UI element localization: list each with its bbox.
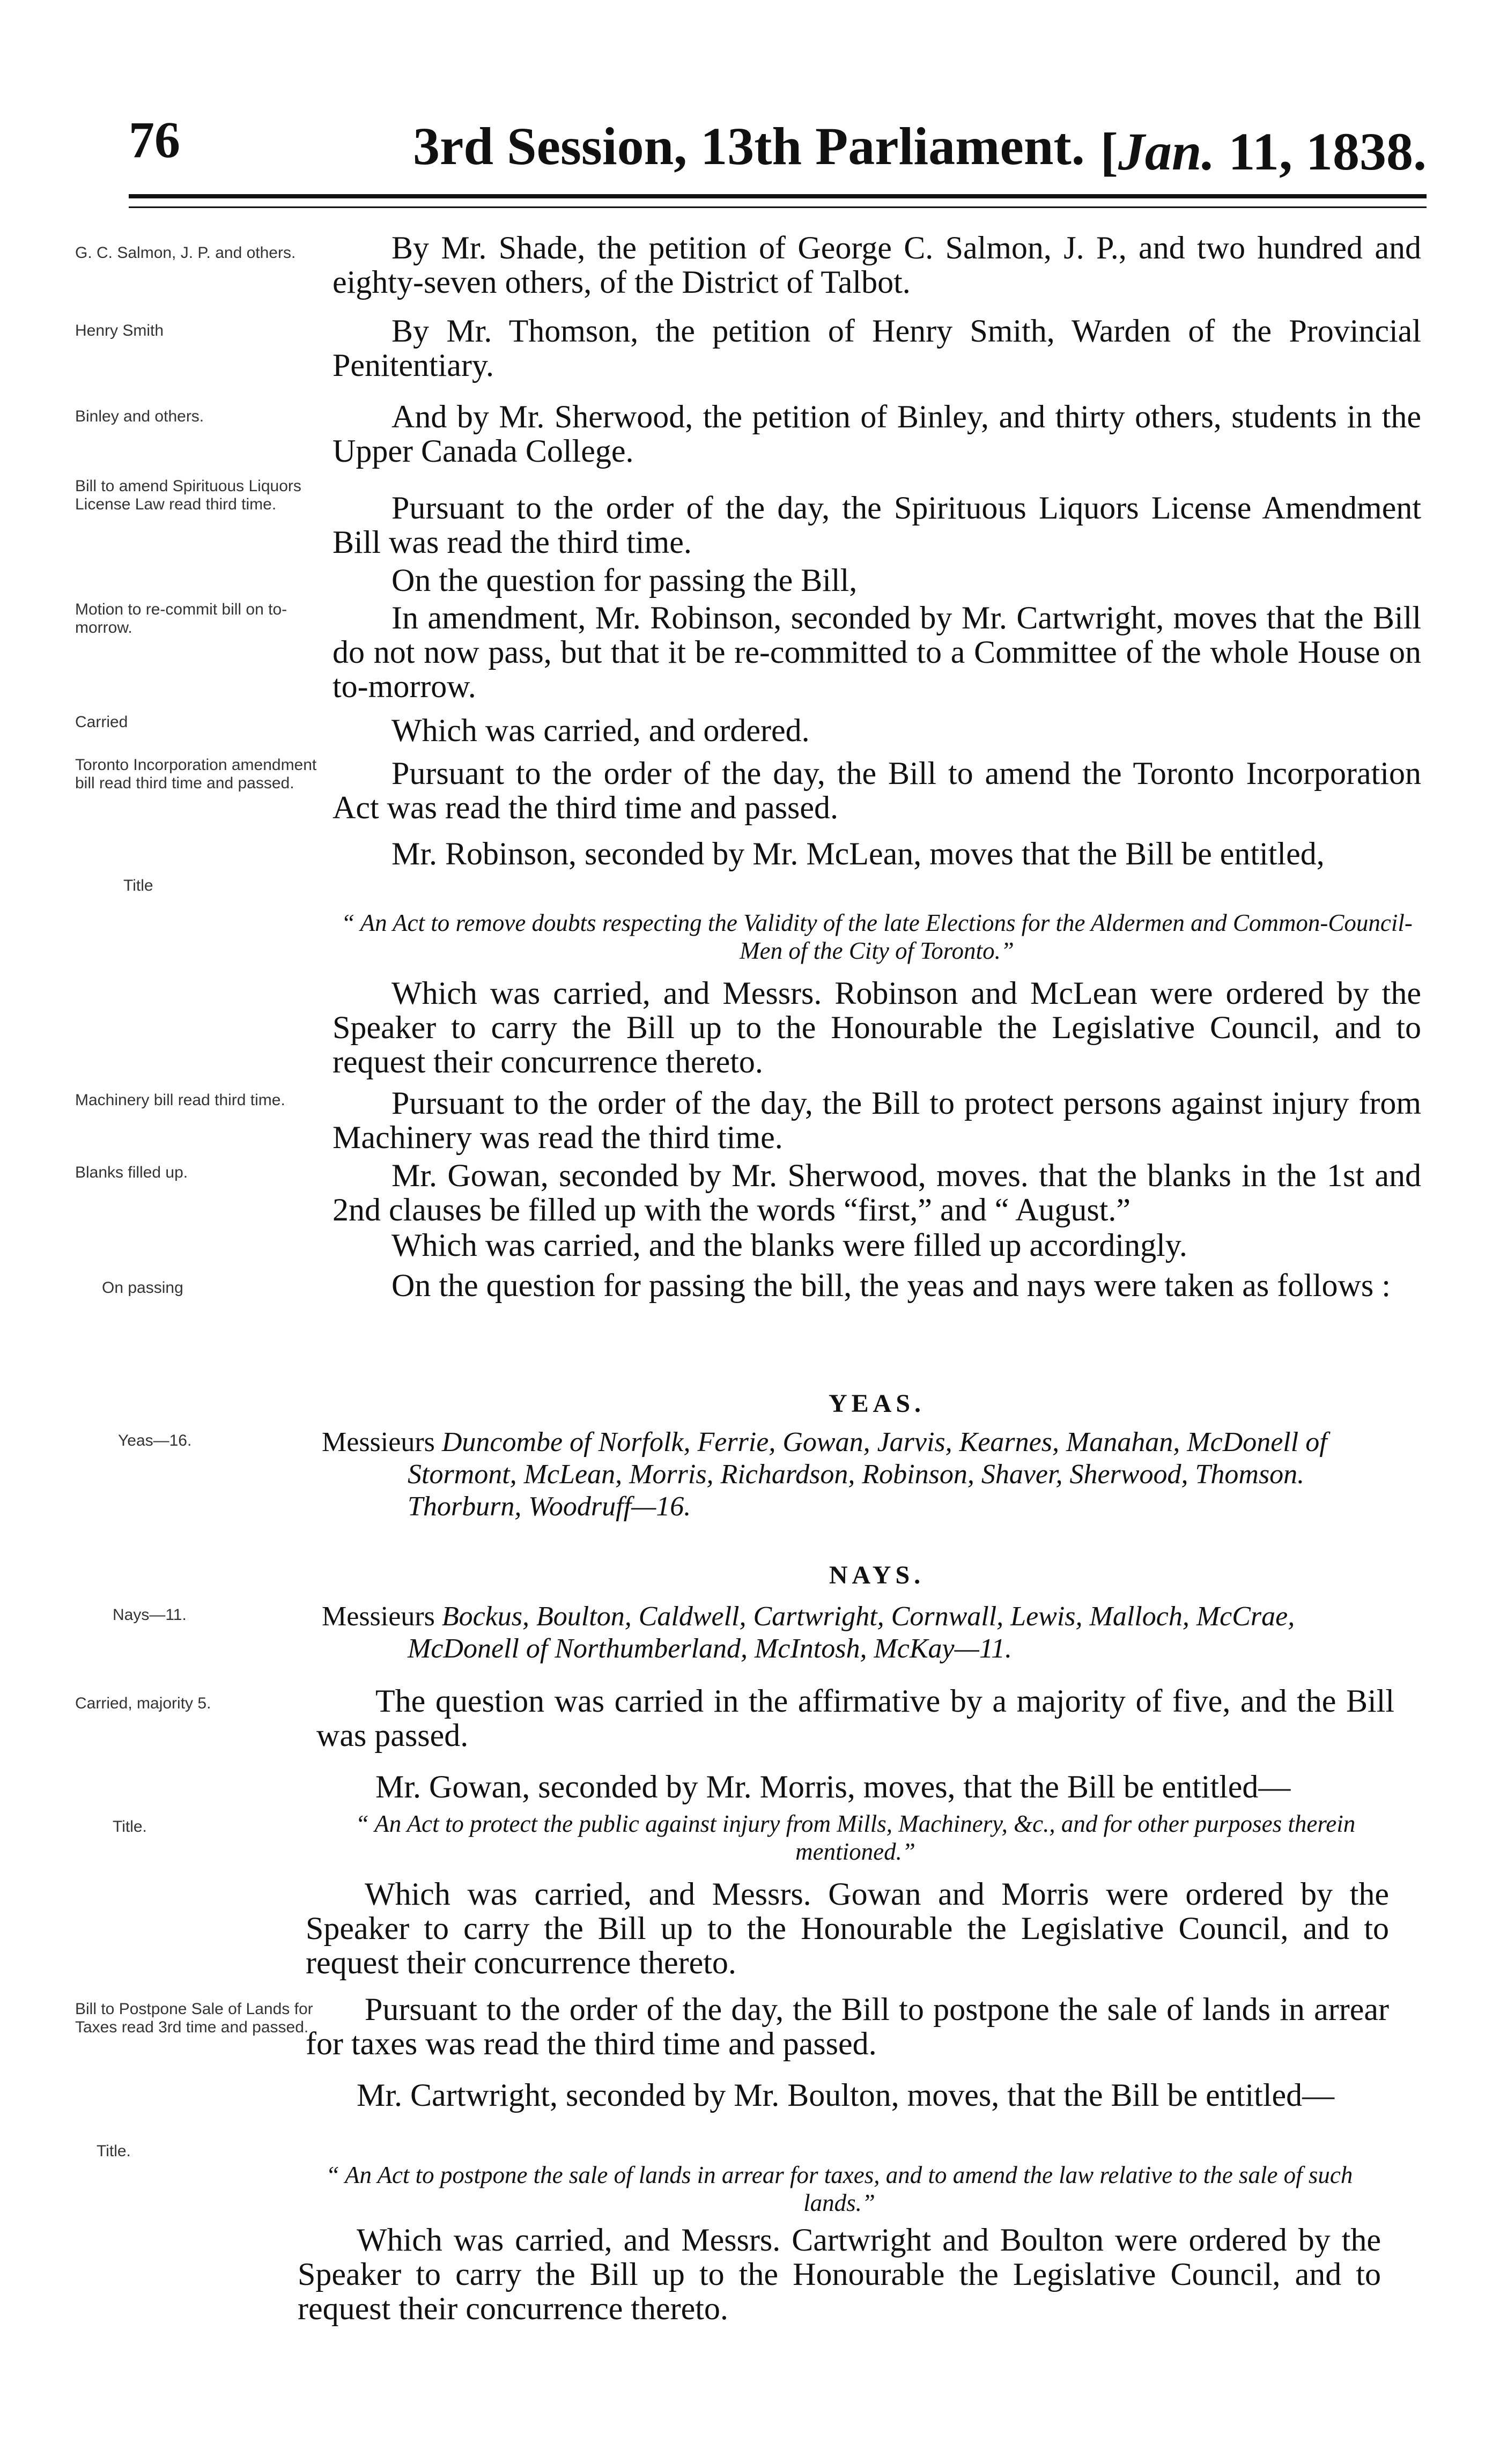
entry-text: Pursuant to the order of the day, the Spirituous Liquors License Amendment Bill was read the third time. [333, 490, 1421, 560]
entry-text: Which was carried, and the blanks were filled up accordingly. [391, 1227, 1187, 1263]
entry-text: Which was carried, and Messrs. Cartwright and Boulton were ordered by the Speaker to carry the Bill up to the Honourable the Legislative Council, and to request their concurrence thereto. [298, 2222, 1381, 2326]
margin-note: Title. [113, 1818, 147, 1836]
nays-names-line2: McDonell of Northumberland, McIntosh, McKay—11. [408, 1633, 1012, 1664]
header-rule-thin [129, 206, 1427, 208]
yeas-heading: YEAS. [828, 1389, 926, 1418]
margin-note: On passing [102, 1279, 183, 1297]
entry-text: On the question for passing the Bill, [391, 563, 858, 598]
yeas-names-line1: Duncombe of Norfolk, Ferrie, Gowan, Jarvis, Kearnes, Manahan, McDonell of [441, 1427, 1327, 1457]
nays-names-line1: Bockus, Boulton, Caldwell, Cartwright, Cornwall, Lewis, Malloch, McCrae, [441, 1601, 1295, 1632]
nays-heading: NAYS. [829, 1561, 925, 1589]
entry-text: By Mr. Shade, the petition of George C. Salmon, J. P., and two hundred and eighty-seven others, of the District of Talbot. [333, 230, 1421, 300]
date-bracket: [ [1100, 122, 1118, 181]
margin-note: G. C. Salmon, J. P. and others. [75, 244, 296, 262]
margin-note: Toronto Incorporation amendment bill read third time and passed. [75, 756, 317, 792]
entry-text: Mr. Cartwright, seconded by Mr. Boulton, moves, that the Bill be entitled— [357, 2077, 1335, 2113]
entry-text: Which was carried, and Messrs. Gowan and Morris were ordered by the Speaker to carry the Bill up to the Honourable the Legislative Council, and to request their concurrence thereto. [306, 1876, 1389, 1980]
entry-text: Pursuant to the order of the day, the Bill to amend the Toronto Incorporation Act was read the third time and passed. [333, 756, 1421, 825]
entry-text: Mr. Robinson, seconded by Mr. McLean, moves that the Bill be entitled, [391, 836, 1325, 871]
running-title: 3rd Session, 13th Parliament. [413, 116, 1085, 176]
margin-note: Bill to Postpone Sale of Lands for Taxes read 3rd time and passed. [75, 2000, 313, 2036]
date-month: Jan. [1118, 122, 1215, 181]
entry-text: The question was carried in the affirmative by a majority of five, and the Bill was passed. [316, 1683, 1394, 1753]
entry-text: On the question for passing the bill, the yeas and nays were taken as follows : [391, 1268, 1391, 1303]
yeas-names-line2: Stormont, McLean, Morris, Richardson, Robinson, Shaver, Sherwood, Thomson. [408, 1459, 1305, 1490]
entry-text: And by Mr. Sherwood, the petition of Binley, and thirty others, students in the Upper Canada College. [333, 399, 1421, 469]
margin-note: Carried, majority 5. [75, 1695, 211, 1712]
page-date [1100, 121, 1427, 182]
margin-note: Carried [75, 713, 128, 731]
bill-title-quote: “ An Act to postpone the sale of lands in arrear for taxes, and to amend the law relative to the sale of such lands.” [326, 2162, 1353, 2216]
entry-text: In amendment, Mr. Robinson, seconded by Mr. Cartwright, moves that the Bill do not now pass, but that it be re-committed to a Committee of the whole House on to-morrow. [333, 600, 1421, 704]
margin-note: Bill to amend Spirituous Liquors License Law read third time. [75, 477, 301, 513]
margin-note: Yeas—16. [118, 1432, 192, 1449]
date-rest: 11, 1838. [1215, 122, 1427, 181]
margin-note: Henry Smith [75, 322, 164, 339]
entry-text: Which was carried, and Messrs. Robinson and McLean were ordered by the Speaker to carry the Bill up to the Honourable the Legislative Council, and to request their concurrence thereto. [333, 975, 1421, 1079]
margin-note: Machinery bill read third time. [75, 1091, 285, 1109]
margin-note: Title [123, 877, 153, 894]
margin-note: Binley and others. [75, 408, 204, 425]
bill-title-quote: “ An Act to remove doubts respecting the Validity of the late Elections for the Aldermen and Common-Council-Men of the City of Toronto.” [341, 909, 1413, 964]
bill-title-quote: “ An Act to protect the public against injury from Mills, Machinery, &c., and for other purposes therein mentioned.” [355, 1810, 1356, 1865]
entry-text: Pursuant to the order of the day, the Bill to postpone the sale of lands in arrear for taxes was read the third time and passed. [306, 1992, 1389, 2061]
margin-note: Nays—11. [113, 1606, 187, 1624]
page-number: 76 [129, 111, 180, 168]
entry-text: Mr. Gowan, seconded by Mr. Morris, moves, that the Bill be entitled— [375, 1769, 1291, 1804]
header-rule-thick [129, 194, 1427, 198]
entry-text: By Mr. Thomson, the petition of Henry Smith, Warden of the Provincial Penitentiary. [333, 313, 1421, 383]
entry-text: Mr. Gowan, seconded by Mr. Sherwood, moves. that the blanks in the 1st and 2nd clauses be filled up with the words “first,” and “ August.” [333, 1158, 1421, 1227]
messieurs-prefix: Messieurs [322, 1427, 442, 1457]
entry-text: Pursuant to the order of the day, the Bill to protect persons against injury from Machinery was read the third time. [333, 1085, 1421, 1155]
messieurs-prefix: Messieurs [322, 1601, 442, 1632]
entry-text: Which was carried, and ordered. [391, 713, 810, 748]
margin-note: Motion to re-commit bill on to-morrow. [75, 601, 287, 637]
yeas-names-line3: Thorburn, Woodruff—16. [408, 1491, 691, 1522]
page-header [129, 110, 1427, 190]
margin-note: Title. [97, 2142, 131, 2160]
margin-note: Blanks filled up. [75, 1164, 188, 1181]
